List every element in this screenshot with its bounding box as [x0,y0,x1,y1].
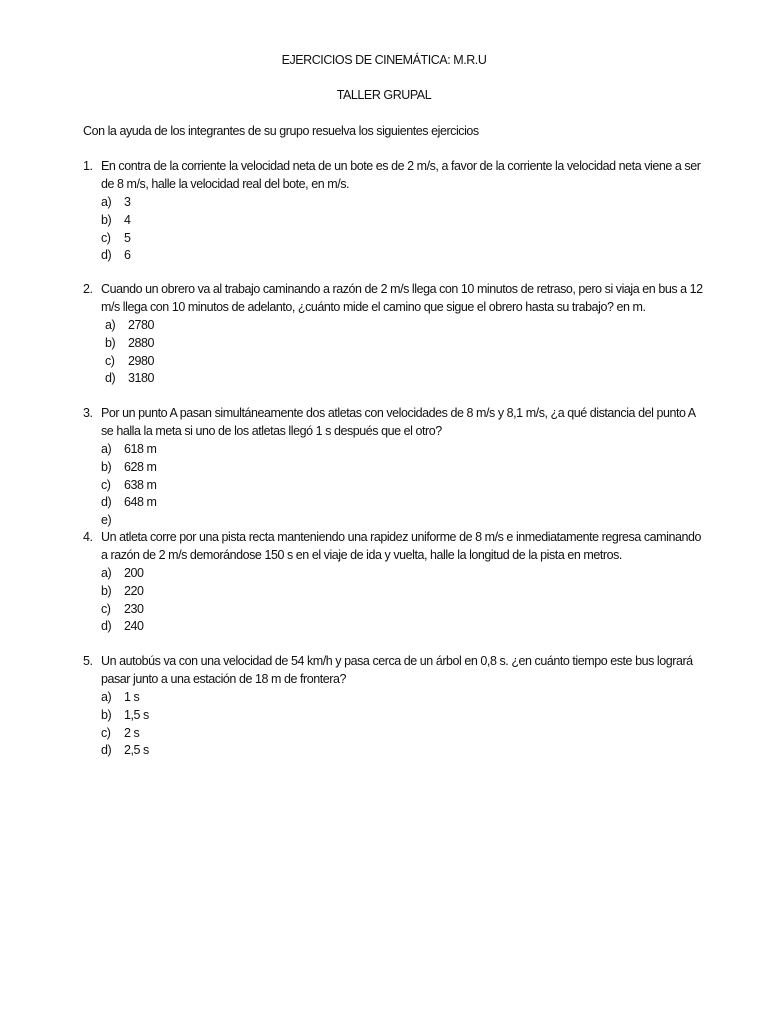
option-text: 200 [124,566,144,580]
option-letter: c) [101,477,111,492]
option-text: 628 m [124,459,157,474]
answer-option [83,618,723,636]
question-text: Un autobús va con una velocidad de 54 km/h y pasa cerca de un árbol en 0,8 s. ¿en cuánto tiempo este bus logrará [101,654,693,668]
question-line [83,299,723,317]
option-text: 4 [124,212,131,227]
question-text: Cuando un obrero va al trabajo caminando a razón de 2 m/s llega con 10 minutos de retraso, pero si viaja en bus a 12 [101,282,703,296]
option-text: 3 [124,195,131,209]
question-line [83,405,723,423]
option-text: 2880 [128,335,155,350]
question-text: Por un punto A pasan simultáneamente dos atletas con velocidades de 8 m/s y 8,1 m/s, ¿a qué distancia del punto A [101,406,696,420]
option-letter: d) [101,248,112,263]
question-text: a razón de 2 m/s demorándose 150 s en el viaje de ida y vuelta, halle la longitud de la pista en metros. [101,548,622,562]
option-text: 2780 [128,318,155,332]
question-number: 2. [83,282,93,296]
document-title: EJERCICIOS DE CINEMÁTICA: M.R.U [281,53,487,67]
answer-option [83,494,723,512]
question-number: 1. [83,159,93,173]
option-letter: c) [101,725,111,740]
document-subtitle: TALLER GRUPAL [336,88,432,102]
question-line [83,671,723,689]
option-text: 2,5 s [124,743,149,758]
option-letter: d) [105,371,116,386]
option-text: 240 [124,619,144,634]
question-text: Un atleta corre por una pista recta manteniendo una rapidez uniforme de 8 m/s e inmediatamente regresa caminando [101,530,701,544]
option-text: 5 [124,230,131,245]
option-letter: b) [105,335,116,350]
answer-option [83,230,723,248]
answer-option [83,247,723,265]
question-text: pasar junto a una estación de 18 m de frontera? [101,672,347,686]
option-letter: a) [101,566,112,580]
answer-option [83,317,723,335]
answer-option [83,725,723,743]
option-text: 220 [124,583,144,598]
option-letter: c) [105,353,115,368]
option-text: 1,5 s [124,707,149,722]
option-text: 648 m [124,495,157,510]
question-line [83,176,723,194]
option-letter: a) [101,690,112,704]
option-text: 2 s [124,725,140,740]
option-letter: c) [101,601,111,616]
option-letter: b) [101,583,112,598]
answer-option [83,583,723,601]
answer-option [83,353,723,371]
answer-option [83,441,723,459]
option-letter: c) [101,230,111,245]
question-text: m/s llega con 10 minutos de adelanto, ¿cuánto mide el camino que sigue el obrero hasta su trabajo? en m. [101,300,646,314]
intro-text: Con la ayuda de los integrantes de su grupo resuelva los siguientes ejercicios [83,124,479,138]
question-3 [83,405,723,530]
answer-option [83,212,723,230]
question-text: de 8 m/s, halle la velocidad real del bote, en m/s. [101,177,350,191]
answer-option [83,742,723,760]
option-text: 1 s [124,690,140,704]
option-letter: e) [101,513,112,527]
option-letter: a) [105,318,116,332]
option-letter: d) [101,619,112,634]
answer-option [83,194,723,212]
option-letter: d) [101,495,112,510]
option-text: 638 m [124,477,157,492]
question-text: En contra de la corriente la velocidad neta de un bote es de 2 m/s, a favor de la corriente la velocidad neta viene a ser [101,159,701,173]
option-letter: b) [101,707,112,722]
answer-option [83,477,723,495]
option-letter: b) [101,212,112,227]
question-text: se halla la meta si uno de los atletas llegó 1 s después que el otro? [101,424,442,438]
question-line [83,547,723,565]
option-letter: a) [101,195,112,209]
question-1 [83,158,723,265]
option-text: 2980 [128,353,155,368]
question-line [83,281,723,299]
question-number: 5. [83,654,93,668]
option-text: 618 m [124,442,157,456]
answer-option [83,565,723,583]
answer-option [83,459,723,477]
question-2 [83,281,723,388]
answer-option [83,601,723,619]
option-text: 230 [124,601,144,616]
option-letter: b) [101,459,112,474]
question-line [83,529,723,547]
question-number: 4. [83,530,93,544]
answer-option [83,707,723,725]
option-letter: a) [101,442,112,456]
answer-option [83,512,723,530]
question-5 [83,653,723,760]
option-text: 6 [124,248,131,263]
option-text: 3180 [128,371,155,386]
answer-option [83,335,723,353]
question-4 [83,529,723,636]
question-line [83,158,723,176]
question-line [83,423,723,441]
question-number: 3. [83,406,93,420]
question-line [83,653,723,671]
option-letter: d) [101,743,112,758]
answer-option [83,370,723,388]
answer-option [83,689,723,707]
